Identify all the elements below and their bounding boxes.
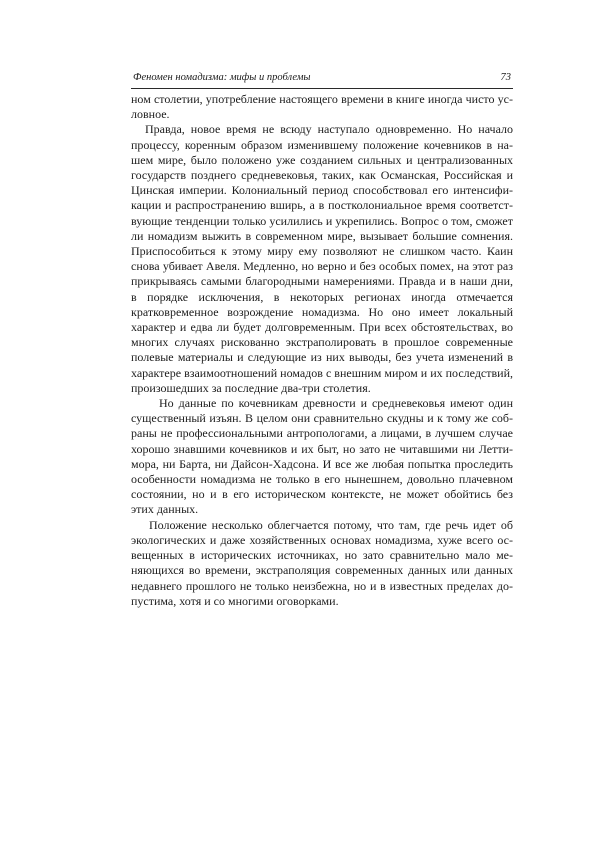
paragraph-continuation: ном столетии, употребление настоящего времени в книге иногда чисто условное. (131, 92, 513, 122)
body-text (131, 92, 513, 609)
page-number: 73 (500, 72, 511, 83)
paragraph: Правда, новое время не всюду наступало одновременно. Но начало процессу, коренным образом изменившему положение кочевников в нашем мире, было положено уже созданием сильных и централизованных государств позднего средневековья, таких, как Османская, Российская и Цинская империи. Колониальный период способствовал его интенсификации и распространению вширь, а в постколониальное время соответствующие тенденции только усилились и укрепились. Вопрос о том, сможет ли номадизм выжить в современном мире, вызывает большие сомнения. Приспособиться к этому миру ему позволяют не слишком часто. Каин снова убивает Авеля. Медленно, но верно и без особых помех, на этот раз прикрываясь самыми благородными намерениями. Правда и в наши дни, в порядке исключения, в некоторых регионах иногда отмечается кратковременное возрождение номадизма. Но оно имеет локальный характер и едва ли будет долговременным. При всех обстоятельствах, во многих случаях рискованно экстраполировать в прошлое современные полевые материалы и следующие из них выводы, без учета изменений в характере взаимоотношений номадов с внешним миром и их последствий, произошедших за последние два-три столетия. (131, 122, 513, 395)
paragraph: Но данные по кочевникам древности и средневековья имеют один существенный изъян. В целом они сравнительно скудны и к тому же собраны не профессиональными антропологами, а лицами, в лучшем случае хорошо знавшими кочевников и их быт, но зато не читавшими ни Леттимора, ни Барта, ни Дайсон-Хадсона. И все же любая попытка проследить особенности номадизма не только в его нынешнем, довольно плачевном состоянии, но и в его историческом контексте, не может обойтись без этих данных. (131, 396, 513, 517)
running-title: Феномен номадизма: мифы и проблемы (133, 72, 311, 83)
running-header (131, 70, 513, 89)
paragraph: Положение несколько облегчается потому, что там, где речь идет об экологических и даже хозяйственных основах номадизма, хуже всего освещенных в исторических источниках, но зато сравнительно мало меняющихся во времени, экстраполяция современных данных или данных недавнего прошлого не только неизбежна, но и в известных пределах допустима, хотя и со многими оговорками. (131, 517, 513, 608)
